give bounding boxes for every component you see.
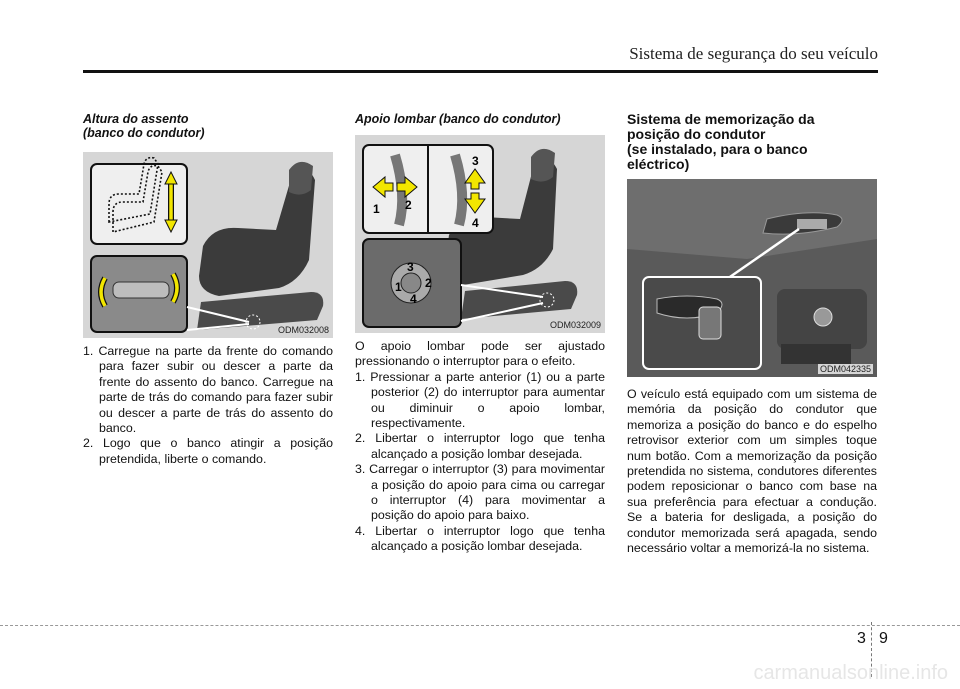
label-3: 3: [407, 260, 414, 274]
list-item: 1. Carregue na parte da frente do comando para fazer subir ou descer a parte da frente do assento do banco. Carregue na parte de trás do comando para fazer subir ou descer a parte de trás do assento do banco.: [83, 344, 333, 436]
heading-line: eléctrico): [627, 156, 690, 172]
column-memory-system: [627, 112, 877, 556]
chapter-number: 3: [857, 630, 866, 647]
figure-memory: [627, 179, 877, 377]
section-heading-lumbar: Apoio lombar (banco do condutor): [355, 112, 561, 126]
seat-illustration: [83, 152, 333, 338]
figure-code: ODM042335: [819, 364, 871, 374]
label-2: 2: [425, 276, 432, 290]
heading-line: (se instalado, para o banco: [627, 141, 808, 157]
label-1: 1: [373, 202, 380, 216]
watermark: carmanualsonline.info: [753, 662, 948, 684]
header-title: Sistema de segurança do seu veículo: [629, 44, 878, 63]
label-3: 3: [472, 154, 479, 168]
label-2: 2: [405, 198, 412, 212]
list-item: 2. Libertar o interruptor logo que tenha alcançado a posição lombar desejada.: [355, 431, 605, 461]
label-4: 4: [410, 292, 417, 306]
heading-line: Sistema de memorização da: [627, 111, 815, 127]
figure-code: ODM032009: [549, 320, 601, 330]
list-item: 1. Pressionar a parte anterior (1) ou a parte posterior (2) do interruptor para aumentar ou diminuir o apoio lombar, respectivamente.: [355, 369, 605, 431]
header-rule: [83, 70, 878, 73]
figure-seat-height: [83, 152, 333, 338]
steps-list: [355, 370, 605, 555]
page-number: 9: [879, 630, 888, 647]
heading-line: (banco do condutor): [83, 126, 205, 140]
steps-list: [83, 344, 333, 467]
list-item: 4. Libertar o interruptor logo que tenha alcançado a posição lombar desejada.: [355, 523, 605, 554]
figure-lumbar: [355, 135, 605, 333]
footer-rule: [0, 625, 960, 626]
door-illustration: [627, 179, 877, 377]
section-heading-memory: [627, 112, 877, 172]
label-1: 1: [395, 280, 402, 294]
lumbar-illustration: [355, 135, 605, 333]
figure-code: ODM032008: [277, 325, 329, 335]
list-item: 2. Logo que o banco atingir a posição pretendida, liberte o comando.: [83, 436, 333, 466]
label-4: 4: [472, 216, 479, 230]
memory-description: O veículo está equipado com um sistema de memória da posição do condutor que memoriza a posição do banco e do espelho retrovisor exterior com um simples toque num botão. Com a memorização da posição pretendida no sistema, condutores diferentes podem reposicionar o banco com base na sua preferência para efectuar a condução. Se a bateria for desligada, a posição do condutor memorizada será apagada, sendo necessário voltar a memorizá-la no sistema.: [627, 387, 877, 556]
column-seat-height: [83, 112, 333, 467]
heading-line: posição do condutor: [627, 126, 766, 142]
heading-line: Altura do assento: [83, 112, 189, 126]
list-item: 3. Carregar o interruptor (3) para movimentar a posição do apoio para cima ou carregar o interruptor (4) para movimentar a posição do apoio para baixo.: [355, 462, 605, 523]
section-heading-seat-height: [83, 112, 333, 140]
intro-text: O apoio lombar pode ser ajustado pressionando o interruptor para o efeito.: [355, 339, 605, 369]
column-lumbar-support: [355, 112, 605, 555]
